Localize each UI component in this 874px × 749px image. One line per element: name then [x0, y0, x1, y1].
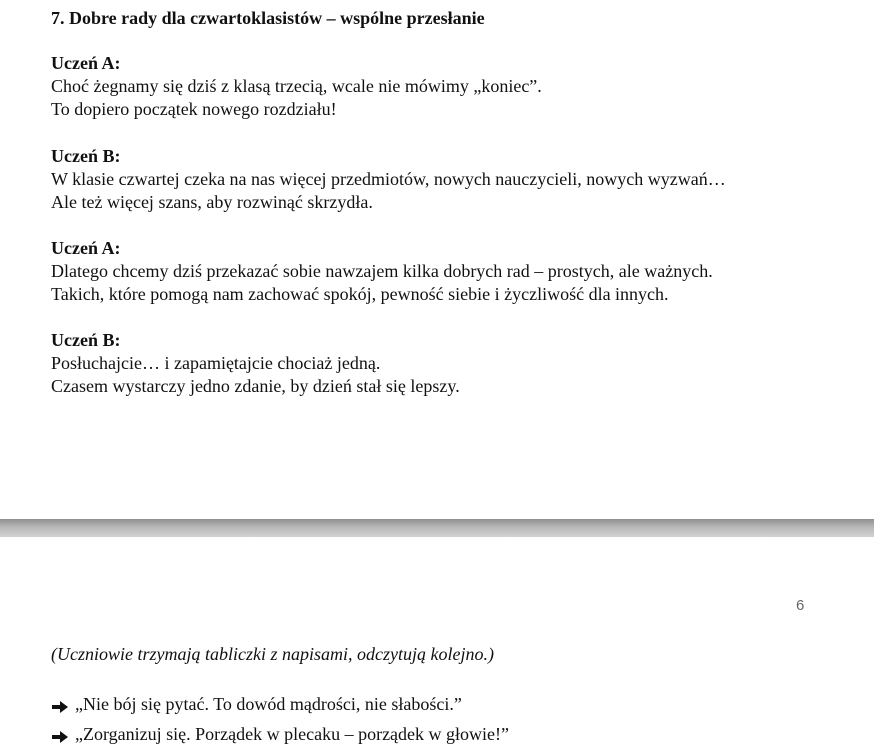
advice-item [51, 723, 509, 745]
document-page-bottom [0, 537, 874, 745]
dialogue-line: W klasie czwartej czeka na nas więcej przedmiotów, nowych nauczycieli, nowych wyzwań… [51, 169, 726, 189]
advice-text: „Zorganizuj się. Porządek w plecaku – porządek w głowie!” [75, 724, 510, 744]
dialogue-block [51, 237, 713, 306]
dialogue-line: Czasem wystarczy jedno zdanie, by dzień stał się lepszy. [51, 376, 460, 396]
speaker-label: Uczeń B: [51, 146, 121, 166]
speaker-label: Uczeń A: [51, 53, 121, 73]
dialogue-line: Choć żegnamy się dziś z klasą trzecią, wcale nie mówimy „koniec”. [51, 76, 542, 96]
dialogue-line: Dlatego chcemy dziś przekazać sobie nawzajem kilka dobrych rad – prostych, ale ważnych. [51, 261, 713, 281]
dialogue-line: Ale też więcej szans, aby rozwinąć skrzydła. [51, 192, 373, 212]
dialogue-block [51, 52, 542, 121]
dialogue-line: Takich, które pomogą nam zachować spokój, pewność siebie i życzliwość dla innych. [51, 284, 669, 304]
section-title: 7. Dobre rady dla czwartoklasistów – wspólne przesłanie [51, 8, 485, 28]
stage-direction: (Uczniowie trzymają tabliczki z napisami, odczytują kolejno.) [51, 644, 494, 664]
speaker-label: Uczeń A: [51, 238, 121, 258]
advice-item [51, 693, 462, 715]
dialogue-block [51, 329, 460, 398]
page-break [0, 519, 874, 537]
arrow-right-icon [51, 727, 69, 741]
dialogue-line: To dopiero początek nowego rozdziału! [51, 99, 337, 119]
arrow-right-icon [51, 697, 69, 711]
dialogue-line: Posłuchajcie… i zapamiętajcie chociaż jedną. [51, 353, 381, 373]
dialogue-block [51, 145, 726, 214]
page-number: 6 [796, 597, 805, 614]
advice-text: „Nie bój się pytać. To dowód mądrości, nie słabości.” [75, 694, 462, 714]
speaker-label: Uczeń B: [51, 330, 121, 350]
